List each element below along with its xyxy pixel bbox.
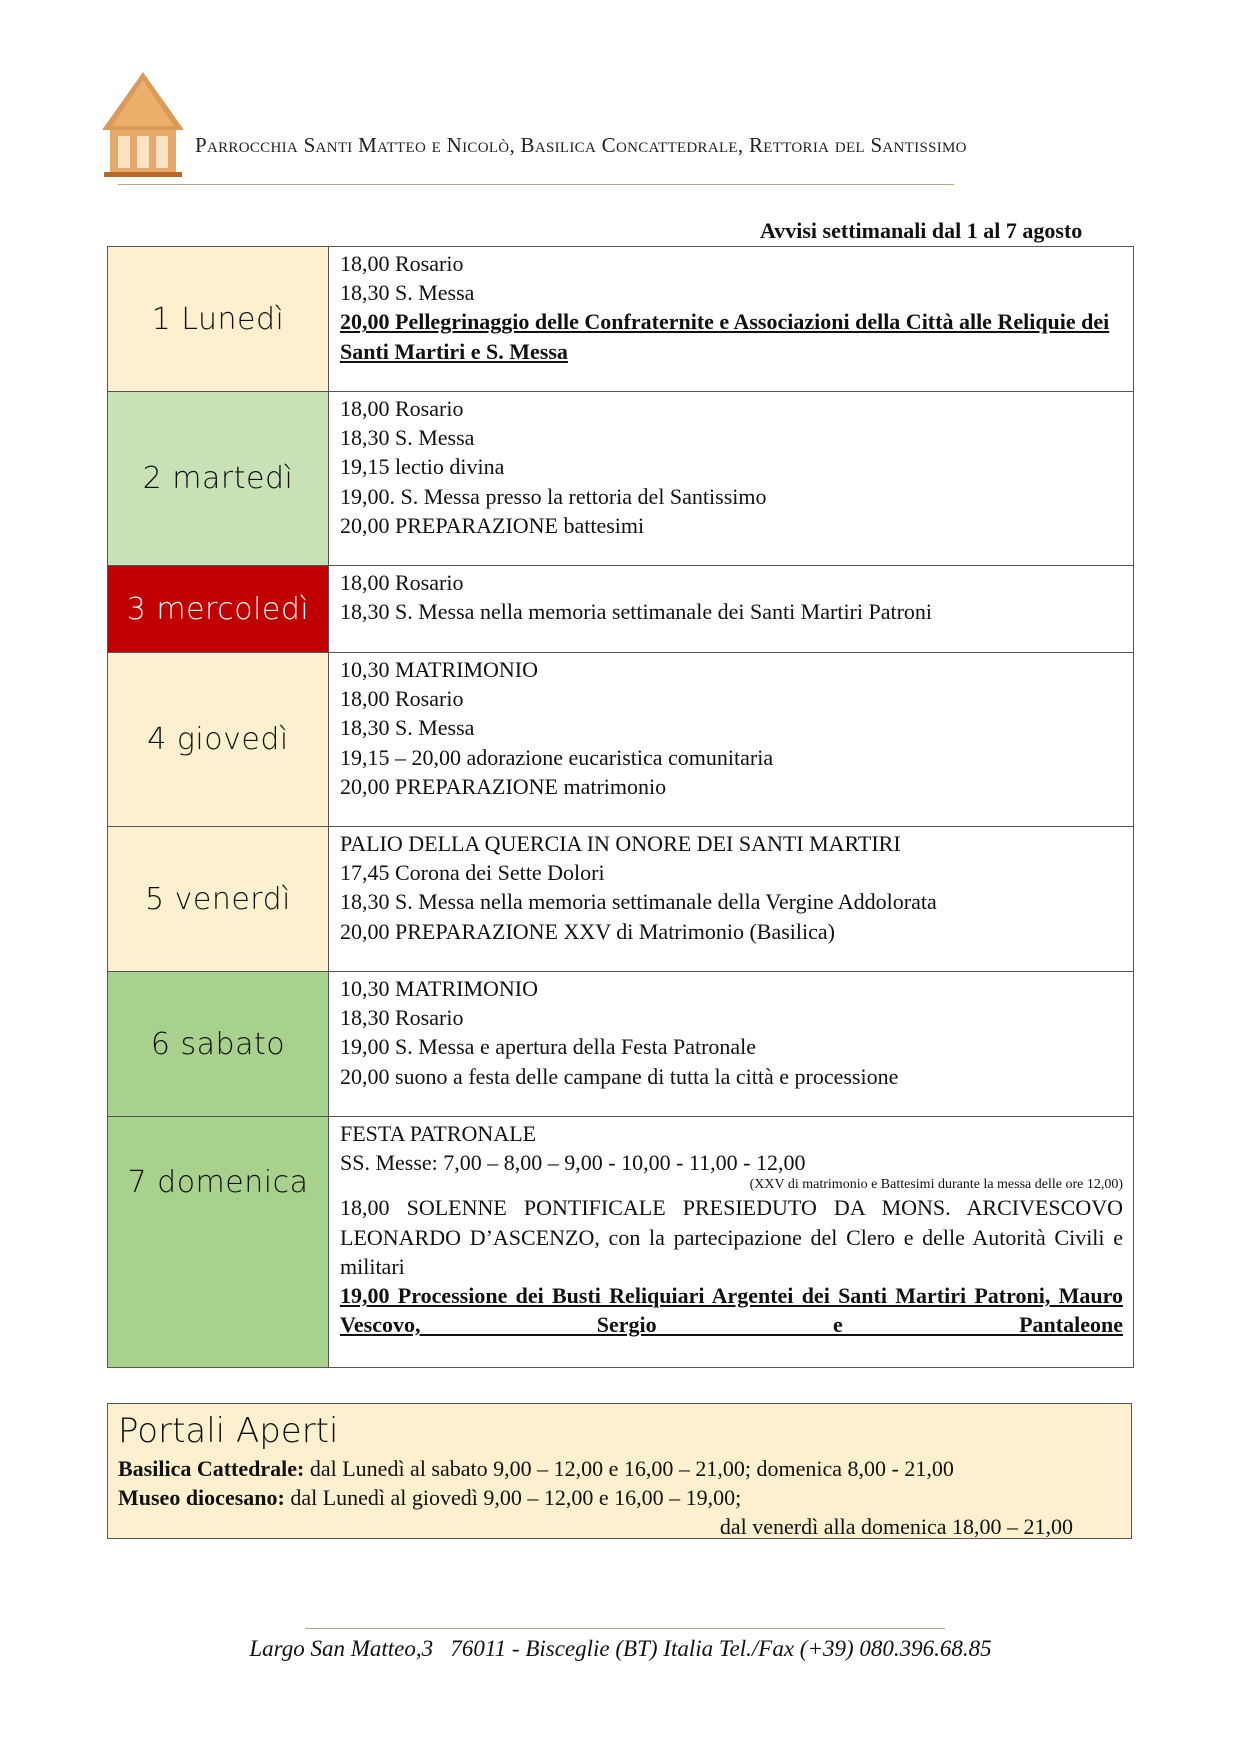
event-line: 18,00 Rosario bbox=[340, 396, 464, 421]
day-cell: 3 mercoledì bbox=[108, 566, 329, 653]
day-cell: 5 venerdì bbox=[108, 827, 329, 972]
table-row bbox=[108, 827, 1134, 972]
event-line: 18,30 S. Messa bbox=[340, 280, 475, 306]
footer-address: Largo San Matteo,3 76011 - Bisceglie (BT) Italia Tel./Fax (+39) 080.396.68.85 bbox=[249, 1636, 992, 1661]
event-line: FESTA PATRONALE bbox=[340, 1121, 537, 1146]
events-cell bbox=[329, 827, 1134, 972]
event-line: 18,30 Rosario bbox=[340, 1005, 464, 1031]
day-cell: 6 sabato bbox=[108, 972, 329, 1117]
events-cell bbox=[329, 566, 1134, 653]
events-cell bbox=[329, 972, 1134, 1117]
day-cell: 4 giovedì bbox=[108, 653, 329, 827]
event-line: 19,15 – 20,00 adorazione eucaristica comunitaria bbox=[340, 744, 774, 770]
table-row bbox=[108, 392, 1134, 566]
event-highlight: 19,00 Processione dei Busti Reliquiari Argentei dei Santi Martiri Patroni, Mauro Vescovo, Sergio e Pantaleone bbox=[340, 1283, 1123, 1338]
event-line: 19,00 S. Messa e apertura della Festa Patronale bbox=[340, 1034, 757, 1060]
event-line: 18,00 Rosario bbox=[340, 570, 464, 595]
museum-hours bbox=[118, 1483, 1121, 1512]
day-cell: 2 martedì bbox=[108, 392, 329, 566]
event-line: 18,30 S. Messa bbox=[340, 715, 475, 741]
event-note: (XXV di matrimonio e Battesimi durante la messa delle ore 12,00) bbox=[749, 1177, 1123, 1193]
table-row bbox=[108, 566, 1134, 653]
event-line: 18,00 Rosario bbox=[340, 686, 464, 712]
open-doors-title: Portali Aperti bbox=[118, 1411, 339, 1451]
events-cell bbox=[329, 1117, 1134, 1368]
event-line: 19,15 lectio divina bbox=[340, 454, 505, 480]
table-row bbox=[108, 972, 1134, 1117]
events-cell bbox=[329, 247, 1134, 392]
weekly-notice-subtitle: Avvisi settimanali dal 1 al 7 agosto bbox=[760, 218, 1083, 243]
event-line: 10,30 MATRIMONIO bbox=[340, 976, 538, 1001]
event-line: 10,30 MATRIMONIO bbox=[340, 657, 538, 682]
event-line: 20,00 PREPARAZIONE XXV di Matrimonio (Basilica) bbox=[340, 918, 835, 944]
event-line: 17,45 Corona dei Sette Dolori bbox=[340, 860, 605, 886]
event-line: 18,30 S. Messa nella memoria settimanale dei Santi Martiri Patroni bbox=[340, 599, 933, 625]
event-line: SS. Messe: 7,00 – 8,00 – 9,00 - 10,00 - 11,00 - 12,00 bbox=[340, 1150, 806, 1176]
event-line: 20,00 PREPARAZIONE battesimi bbox=[340, 512, 645, 538]
day-cell: 1 Lunedì bbox=[108, 247, 329, 392]
parish-header-title: Parrocchia Santi Matteo e Nicolò, Basilica Concattedrale, Rettoria del Santissimo bbox=[195, 133, 967, 157]
basilica-label: Basilica Cattedrale: bbox=[118, 1456, 305, 1481]
basilica-hours-text: dal Lunedì al sabato 9,00 – 12,00 e 16,00 – 21,00; domenica 8,00 - 21,00 bbox=[304, 1456, 954, 1481]
event-line: 20,00 PREPARAZIONE matrimonio bbox=[340, 773, 667, 799]
header-divider bbox=[118, 184, 954, 185]
event-line: 18,30 S. Messa bbox=[340, 425, 475, 451]
events-cell bbox=[329, 653, 1134, 827]
event-line: 19,00. S. Messa presso la rettoria del Santissimo bbox=[340, 483, 767, 509]
weekly-schedule-table bbox=[107, 246, 1134, 1368]
museum-hours-weekend: dal venerdì alla domenica 18,00 – 21,00 bbox=[719, 1514, 1073, 1539]
event-line: PALIO DELLA QUERCIA IN ONORE DEI SANTI MARTIRI bbox=[340, 831, 901, 856]
table-row bbox=[108, 1117, 1134, 1368]
museum-hours-text: dal Lunedì al giovedì 9,00 – 12,00 e 16,00 – 19,00; bbox=[284, 1485, 742, 1510]
open-doors-box bbox=[107, 1403, 1132, 1539]
day-cell: 7 domenica bbox=[108, 1117, 329, 1368]
event-highlight: 20,00 Pellegrinaggio delle Confraternite e Associazioni della Città alle Reliquie dei Santi Martiri e S. Messa bbox=[340, 309, 1110, 364]
table-row bbox=[108, 653, 1134, 827]
footer-divider bbox=[305, 1628, 945, 1629]
event-line: 20,00 suono a festa delle campane di tutta la città e processione bbox=[340, 1063, 899, 1089]
table-row bbox=[108, 247, 1134, 392]
church-logo-icon bbox=[100, 70, 186, 178]
basilica-hours bbox=[118, 1454, 1121, 1483]
event-line-justified: 18,00 SOLENNE PONTIFICALE PRESIEDUTO DA MONS. ARCIVESCOVO LEONARDO D’ASCENZO, con la partecipazione del Clero e delle Autorità Civili e militari bbox=[340, 1195, 1123, 1279]
museum-label: Museo diocesano: bbox=[118, 1485, 285, 1510]
event-line: 18,00 Rosario bbox=[340, 251, 464, 276]
events-cell bbox=[329, 392, 1134, 566]
event-line: 18,30 S. Messa nella memoria settimanale della Vergine Addolorata bbox=[340, 889, 937, 915]
